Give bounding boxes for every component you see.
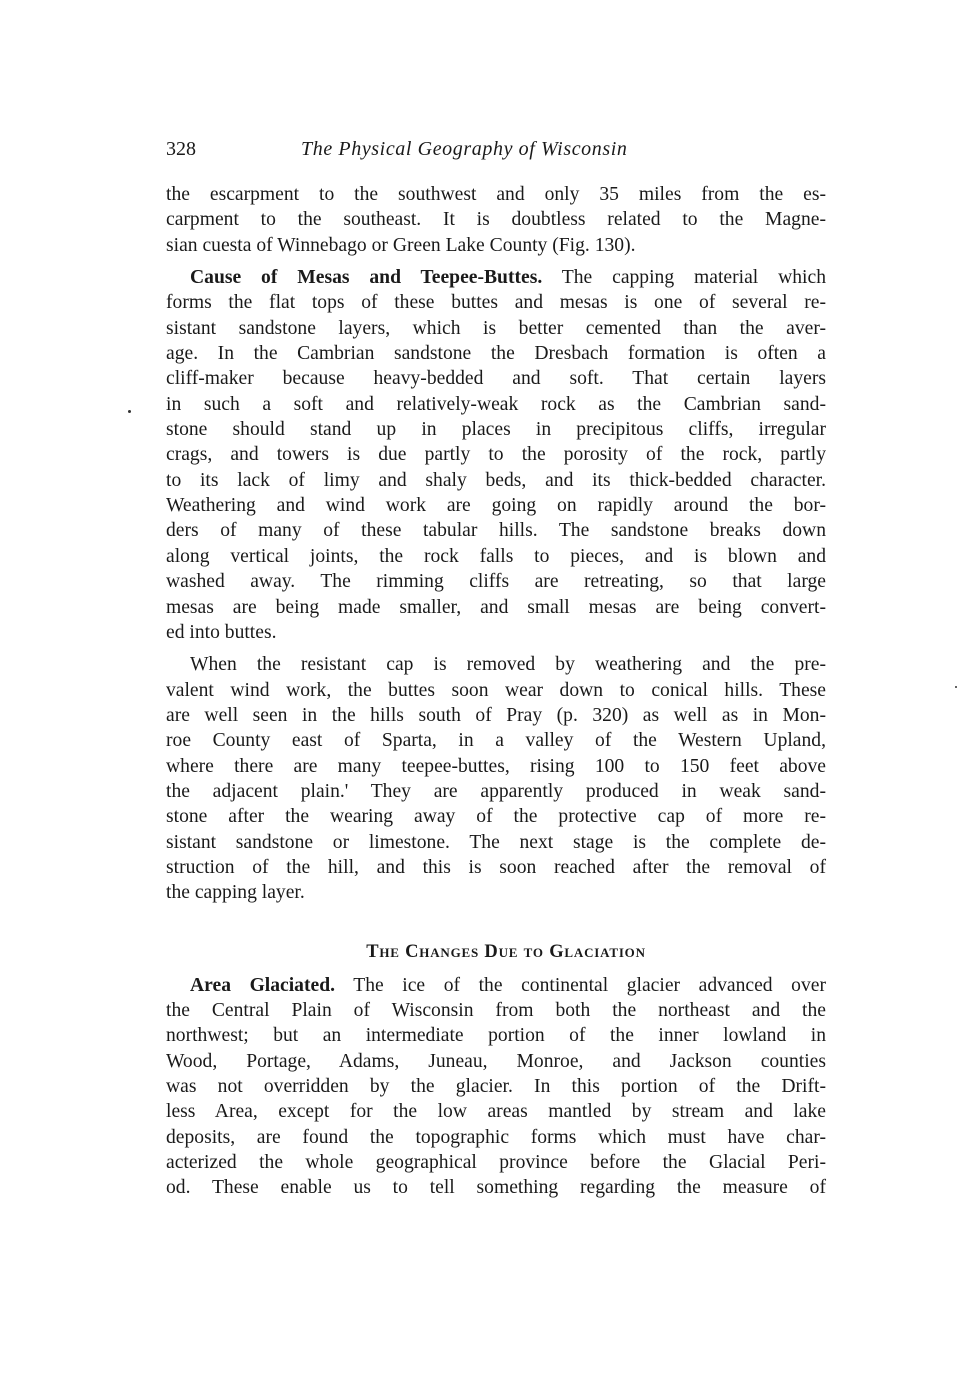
text-line: carpment to the southeast. It is doubtless related to the Magne-	[166, 209, 826, 231]
text-line: crags, and towers is due partly to the porosity of the rock, partly	[166, 444, 826, 466]
text-line: cliff-maker because heavy-bedded and soft. That certain layers	[166, 368, 826, 390]
text-line: stone should stand up in places in precipitous cliffs, irregular	[166, 419, 826, 441]
text-line: Weathering and wind work are going on rapidly around the bor-	[166, 495, 826, 517]
paragraph-conical-hills	[166, 652, 826, 905]
text-line: od. These enable us to tell something regarding the measure of	[166, 1177, 826, 1199]
stray-ink-speck	[955, 686, 957, 688]
text-line: in such a soft and relatively-weak rock as the Cambrian sand-	[166, 393, 826, 415]
text-line: deposits, are found the topographic forms which must have char-	[166, 1126, 826, 1148]
text-line: washed away. The rimming cliffs are retreating, so that large	[166, 571, 826, 593]
paragraph-mesas	[166, 265, 826, 645]
running-head	[166, 134, 826, 164]
text-line: sistant sandstone or limestone. The next stage is the complete de-	[166, 831, 826, 853]
text-fragment: The ice of the continental glacier advanced over	[335, 974, 826, 996]
text-line: roe County east of Sparta, in a valley of the Western Upland,	[166, 730, 826, 752]
text-line: age. In the Cambrian sandstone the Dresbach formation is often a	[166, 343, 826, 365]
text-line: Wood, Portage, Adams, Juneau, Monroe, and Jackson counties	[166, 1050, 826, 1072]
stray-ink-speck	[128, 410, 131, 413]
text-line: stone after the wearing away of the protective cap of more re-	[166, 806, 826, 828]
text-line: the escarpment to the southwest and only 35 miles from the es-	[166, 184, 826, 205]
text-line: the Central Plain of Wisconsin from both the northeast and the	[166, 999, 826, 1021]
text-line: valent wind work, the buttes soon wear down to conical hills. These	[166, 679, 826, 701]
paragraph-continuation	[166, 182, 826, 258]
text-line: to its lack of limy and shaly beds, and its thick-bedded character.	[166, 469, 826, 491]
page-number: 328	[166, 138, 196, 160]
running-title: The Physical Geography of Wisconsin	[301, 138, 628, 160]
text-line	[166, 265, 826, 290]
text-line: are well seen in the hills south of Pray (p. 320) as well as in Mon-	[166, 704, 826, 726]
text-line: where there are many teepee-buttes, rising 100 to 150 feet above	[166, 755, 826, 777]
section-heading: The Changes Due to Glaciation	[366, 941, 646, 962]
paragraph-area-glaciated	[166, 973, 826, 1201]
text-line: was not overridden by the glacier. In this portion of the Drift-	[166, 1076, 826, 1097]
run-in-heading: Cause of Mesas and Teepee-Buttes.	[190, 267, 543, 289]
text-line: ders of many of these tabular hills. The sandstone breaks down	[166, 520, 826, 542]
text-line: sistant sandstone layers, which is better cemented than the aver-	[166, 317, 826, 339]
book-page	[166, 134, 826, 1201]
text-fragment: The capping material which	[542, 267, 826, 289]
text-line: the capping layer.	[166, 882, 305, 904]
text-line: less Area, except for the low areas mantled by stream and lake	[166, 1101, 826, 1123]
text-line: When the resistant cap is removed by weathering and the pre-	[190, 654, 826, 676]
text-line: acterized the whole geographical province before the Glacial Peri-	[166, 1152, 826, 1174]
text-line: the adjacent plain.' They are apparently produced in weak sand-	[166, 780, 826, 802]
text-line: northwest; but an intermediate portion of the inner lowland in	[166, 1025, 826, 1047]
text-line	[166, 973, 826, 998]
text-line: sian cuesta of Winnebago or Green Lake County (Fig. 130).	[166, 234, 636, 256]
text-line: forms the flat tops of these buttes and mesas is one of several re-	[166, 292, 826, 314]
text-line: along vertical joints, the rock falls to pieces, and is blown and	[166, 545, 826, 567]
text-line: struction of the hill, and this is soon reached after the removal of	[166, 856, 826, 878]
run-in-heading: Area Glaciated.	[190, 974, 336, 996]
text-line: ed into buttes.	[166, 621, 277, 643]
text-line: mesas are being made smaller, and small mesas are being convert-	[166, 596, 826, 618]
